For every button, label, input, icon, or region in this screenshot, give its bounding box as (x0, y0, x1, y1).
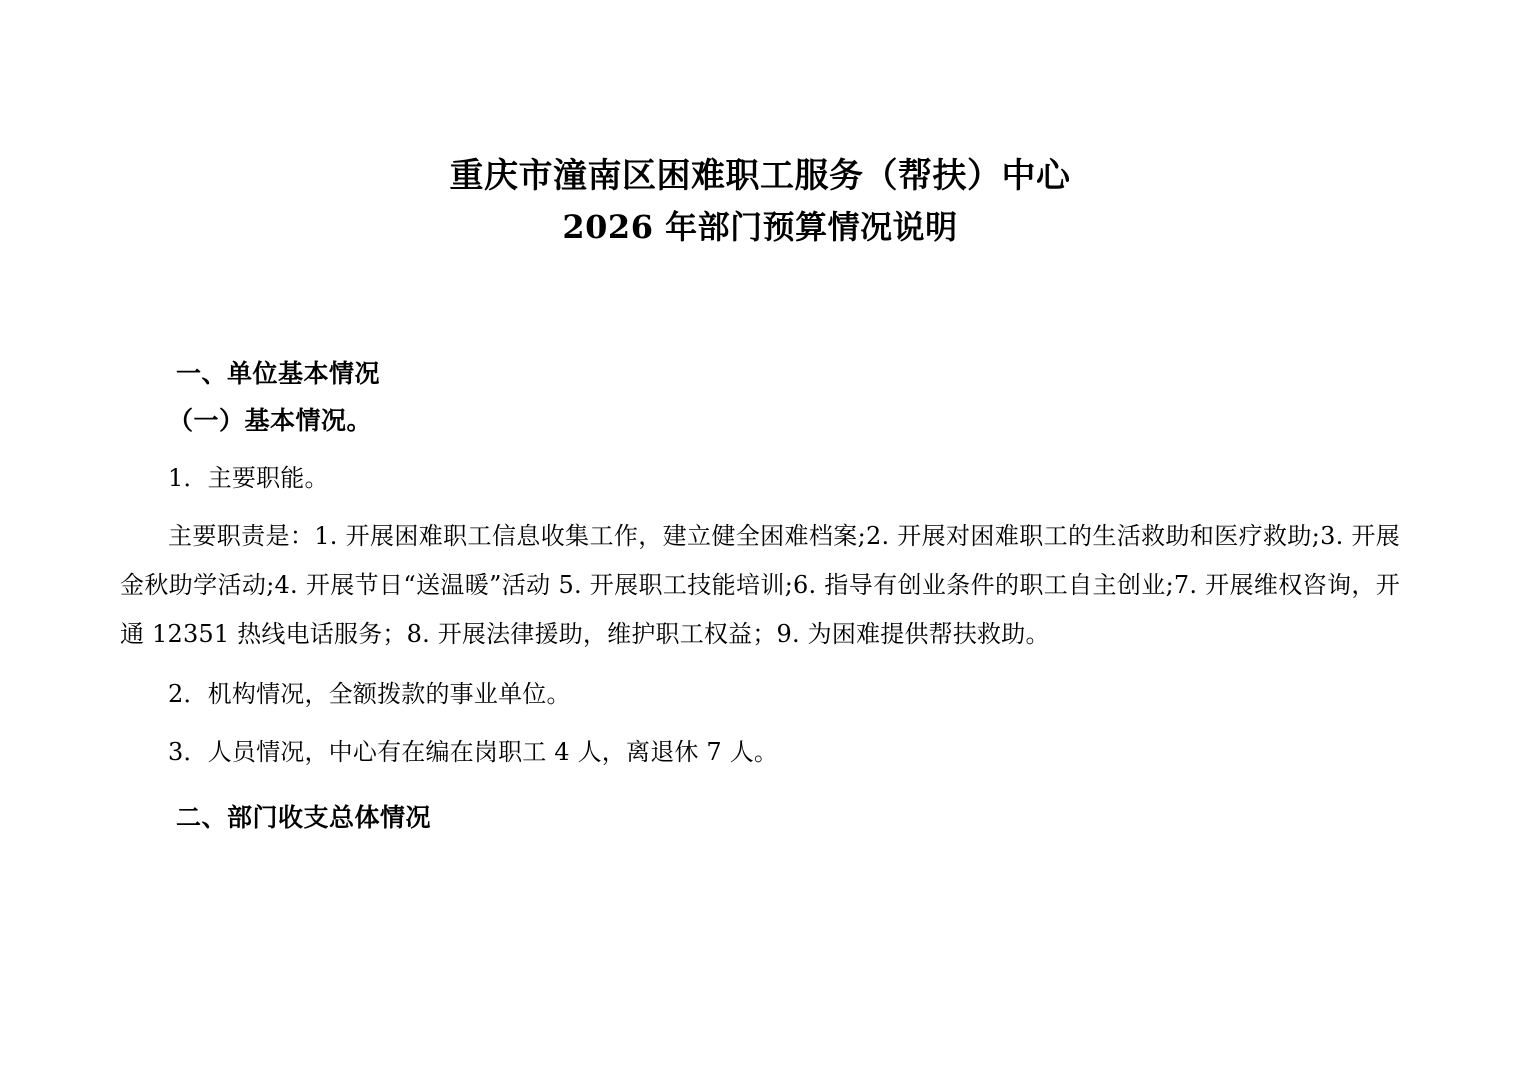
page-title (120, 0, 1400, 252)
title-body-spacer (120, 252, 1400, 286)
heading-section-two: 二、部门收支总体情况 (176, 802, 432, 832)
paragraph-spacer-1 (120, 502, 1400, 512)
paragraph-duties: 主要职责是：1. 开展困难职工信息收集工作，建立健全困难档案;2. 开展对困难职工的生活救助和医疗救助;3. 开展金秋助学活动;4. 开展节日“送温暖”活动 5. 开展职工技能培训;6. 指导有创业条件的职工自主创业;7. 开展维权咨询，开通 12351 热线电话服务；8. 开展法律援助，维护职工权益；9. 为困难提供帮扶救助。 (120, 522, 1400, 649)
paragraph-spacer-3 (120, 718, 1400, 728)
page-title-line-2: 2026 年部门预算情况说明 (562, 207, 958, 246)
heading-subsection-one: （一）基本情况。 (168, 405, 373, 435)
heading-section-one: 一、单位基本情况 (176, 359, 381, 389)
sub-heading-spacer (120, 444, 1400, 454)
paragraph-spacer-2 (120, 660, 1400, 670)
paragraph-main-function: 1．主要职能。 (168, 464, 329, 493)
paragraph-spacer-4 (120, 776, 1400, 794)
paragraph-organization: 2．机构情况，全额拨款的事业单位。 (168, 679, 571, 708)
page-title-line-1: 重庆市潼南区困难职工服务（帮扶）中心 (449, 156, 1071, 196)
paragraph-personnel: 3．人员情况，中心有在编在岗职工 4 人，离退休 7 人。 (168, 737, 779, 766)
